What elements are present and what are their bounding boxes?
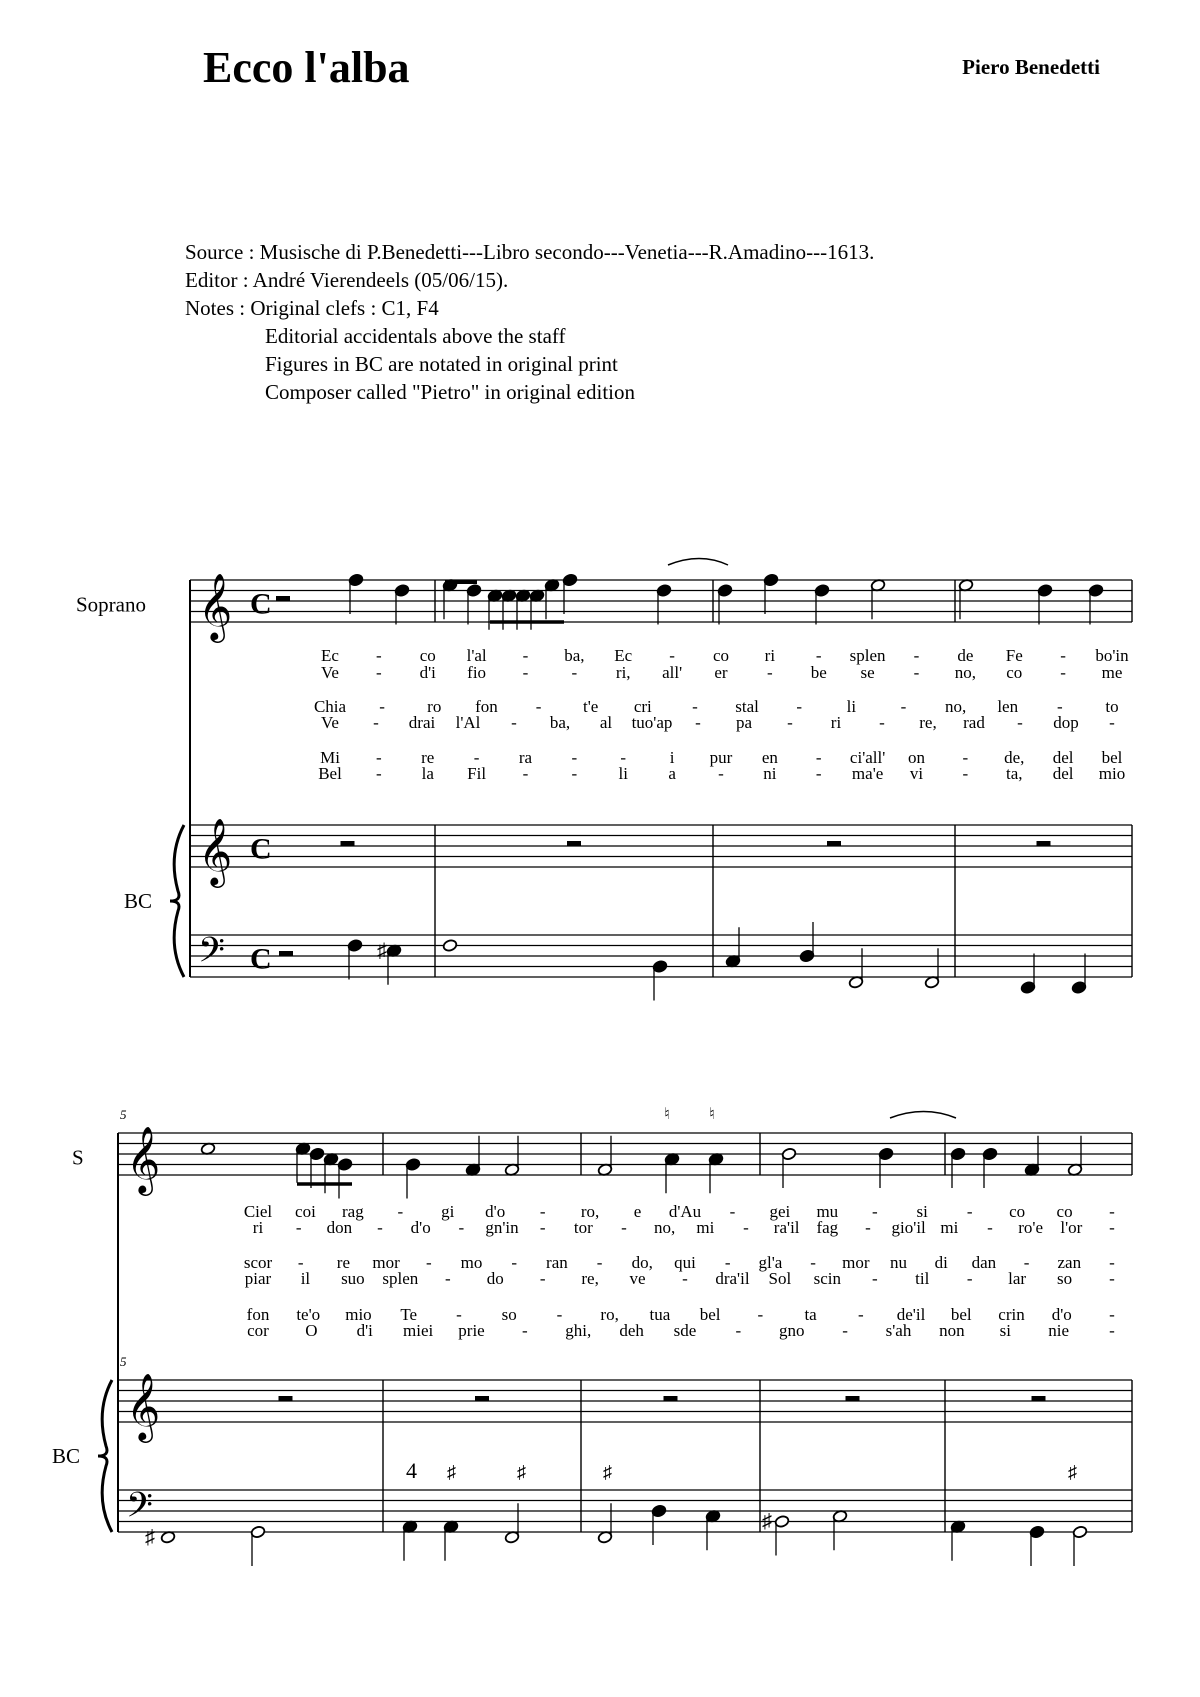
lyric-syllable: so — [501, 1305, 517, 1324]
lyric-syllable: - — [796, 697, 803, 716]
lyric-syllable: en — [761, 748, 778, 767]
lyric-syllable: don — [326, 1218, 353, 1237]
treble-clef-icon: 𝄞 — [126, 1127, 161, 1192]
lyric-syllable: dra'il — [715, 1269, 750, 1288]
lyric-syllable: - — [1060, 663, 1066, 682]
lyric-syllable: la — [421, 764, 434, 783]
lyric-syllable: fag — [816, 1218, 839, 1237]
lyric-syllable: tor — [573, 1218, 593, 1237]
bc-figure: ♯ — [603, 1462, 612, 1482]
lyric-syllable: re, — [919, 713, 937, 732]
lyric-syllable: so — [1056, 1269, 1073, 1288]
lyric-syllable: - — [871, 1269, 878, 1288]
lyric-syllable: - — [692, 697, 698, 716]
lyric-syllable: fio — [467, 663, 487, 682]
voice-label: S — [72, 1145, 84, 1170]
lyric-syllable: mio — [1098, 764, 1126, 783]
lyric-syllable: bel — [1101, 748, 1123, 767]
bc-label: BC — [124, 889, 153, 913]
lyric-syllable: Fe — [1005, 646, 1023, 665]
lyric-syllable: be — [810, 663, 827, 682]
bc-treble-whole-rest — [1037, 841, 1051, 846]
bc-figure: 4 — [406, 1458, 417, 1483]
lyric-syllable: miei — [403, 1321, 434, 1340]
lyric-syllable: dop — [1053, 713, 1079, 732]
lyric-syllable: - — [556, 1305, 563, 1324]
lyric-syllable: d'i — [419, 663, 436, 682]
bc-treble-whole-rest — [827, 841, 841, 846]
bc-brace — [170, 825, 184, 977]
lyric-syllable: de, — [1004, 748, 1025, 767]
lyric-syllable: - — [815, 748, 822, 767]
lyric-syllable: pur — [709, 748, 733, 767]
lyric-syllable: - — [879, 713, 885, 732]
lyric-syllable: mi — [696, 1218, 715, 1237]
lyric-syllable: ra'il — [773, 1218, 800, 1237]
lyric-syllable: si — [916, 1202, 928, 1221]
lyric-syllable: lar — [1008, 1269, 1027, 1288]
notes-line: Notes : Original clefs : C1, F4 — [185, 296, 439, 320]
lyric-syllable: Fil — [467, 764, 487, 783]
lyric-syllable: ro — [427, 697, 442, 716]
lyric-syllable: - — [913, 646, 920, 665]
lyric-syllable: pa — [735, 713, 753, 732]
lyric-syllable: scor — [243, 1253, 273, 1272]
lyric-syllable: ro, — [580, 1202, 600, 1221]
lyric-syllable: - — [1109, 713, 1115, 732]
lyric-syllable: re — [421, 748, 435, 767]
lyric-syllable: ri — [830, 713, 842, 732]
lyric-syllable: - — [966, 1269, 973, 1288]
sharp-icon: ♯ — [762, 1510, 772, 1533]
lyric-syllable: li — [618, 764, 628, 783]
lyric-syllable: no, — [954, 663, 976, 682]
lyric-syllable: - — [724, 1253, 731, 1272]
lyric-syllable: Te — [400, 1305, 418, 1324]
lyric-syllable: - — [444, 1269, 451, 1288]
lyric-syllable: ma'e — [851, 764, 884, 783]
lyric-syllable: - — [757, 1305, 764, 1324]
lyric-syllable: zan — [1057, 1253, 1082, 1272]
lyric-syllable: - — [962, 748, 969, 767]
lyric-syllable: gio'il — [891, 1218, 926, 1237]
lyric-syllable: - — [522, 764, 529, 783]
lyric-syllable: re, — [581, 1269, 599, 1288]
lyric-syllable: ro'e — [1018, 1218, 1044, 1237]
lyric-syllable: tua — [649, 1305, 671, 1324]
editorial-accidental: ♮ — [709, 1106, 715, 1123]
time-signature: C — [250, 832, 272, 866]
lyric-syllable: Ve — [321, 713, 339, 732]
lyric-syllable: ve — [629, 1269, 646, 1288]
lyric-syllable: - — [522, 663, 529, 682]
lyric-syllable: ta, — [1005, 764, 1023, 783]
lyric-syllable: til — [915, 1269, 930, 1288]
lyric-syllable: gei — [769, 1202, 791, 1221]
lyric-syllable: - — [379, 697, 385, 716]
bass-rest — [279, 951, 293, 956]
lyric-syllable: tuo'ap — [631, 713, 673, 732]
lyric-syllable: - — [539, 1202, 546, 1221]
lyric-syllable: to — [1105, 697, 1119, 716]
lyric-syllable: - — [695, 713, 701, 732]
bc-label: BC — [52, 1444, 81, 1468]
lyric-syllable: Chia — [313, 697, 347, 716]
lyric-syllable: cor — [247, 1321, 269, 1340]
lyric-syllable: - — [397, 1202, 404, 1221]
notes-extra-2: Figures in BC are notated in original print — [265, 352, 618, 376]
lyric-syllable: er — [714, 663, 728, 682]
lyric-syllable: - — [1109, 1253, 1115, 1272]
lyric-syllable: splen — [382, 1269, 419, 1288]
lyric-syllable: ra — [518, 748, 533, 767]
bc-treble-whole-rest — [279, 1396, 293, 1401]
lyric-syllable: co — [419, 646, 436, 665]
lyric-syllable: - — [1017, 713, 1023, 732]
lyric-syllable: - — [1109, 1202, 1115, 1221]
lyric-syllable: del — [1052, 764, 1074, 783]
lyric-syllable: Ve — [321, 663, 339, 682]
bc-figure: ♯ — [517, 1462, 526, 1482]
lyric-syllable: ri — [252, 1218, 264, 1237]
lyric-syllable: re — [336, 1253, 351, 1272]
lyric-syllable: de — [957, 646, 974, 665]
sharp-icon: ♯ — [145, 1526, 155, 1549]
lyric-syllable: ghi, — [565, 1321, 592, 1340]
lyric-syllable: - — [1057, 697, 1063, 716]
measure-number: 5 — [120, 1354, 127, 1369]
lyric-syllable: fon — [475, 697, 498, 716]
notes-extra-1: Editorial accidentals above the staff — [265, 324, 566, 348]
treble-clef-icon: 𝄞 — [198, 574, 233, 639]
lyric-syllable: - — [865, 1218, 871, 1237]
lyric-syllable: suo — [341, 1269, 365, 1288]
lyric-syllable: ba, — [564, 646, 585, 665]
lyric-syllable: - — [376, 748, 382, 767]
lyric-syllable: coi — [295, 1202, 316, 1221]
lyric-syllable: d'o — [485, 1202, 506, 1221]
treble-clef-icon: 𝄞 — [126, 1374, 161, 1439]
lyric-syllable: - — [718, 764, 724, 783]
lyric-syllable: sde — [673, 1321, 697, 1340]
lyric-syllable: - — [729, 1202, 736, 1221]
bc-treble-whole-rest — [1032, 1396, 1046, 1401]
time-signature: C — [250, 587, 272, 621]
bc-figure: ♯ — [1068, 1462, 1077, 1482]
lyric-syllable: - — [571, 748, 578, 767]
lyric-syllable: gl'a — [758, 1253, 783, 1272]
lyric-syllable: bel — [950, 1305, 972, 1324]
lyric-syllable: - — [987, 1218, 993, 1237]
lyric-syllable: te'o — [296, 1305, 321, 1324]
lyric-syllable: - — [596, 1253, 603, 1272]
lyric-syllable: scin — [813, 1269, 842, 1288]
lyric-syllable: mu — [816, 1202, 839, 1221]
lyric-syllable: vi — [909, 764, 924, 783]
lyric-syllable: - — [815, 646, 822, 665]
bc-treble-whole-rest — [341, 841, 355, 846]
lyric-syllable: mor — [372, 1253, 400, 1272]
lyric-syllable: stal — [735, 697, 759, 716]
lyric-syllable: - — [1023, 1253, 1030, 1272]
bc-treble-whole-rest — [567, 841, 581, 846]
composer-name: Piero Benedetti — [962, 55, 1100, 79]
lyric-syllable: l'or — [1060, 1218, 1083, 1237]
lyric-syllable: - — [962, 764, 969, 783]
voice-rest — [276, 596, 290, 601]
lyric-syllable: bel — [699, 1305, 721, 1324]
lyric-syllable: do, — [631, 1253, 653, 1272]
lyric-syllable: splen — [849, 646, 886, 665]
piece-title: Ecco l'alba — [203, 43, 410, 92]
lyric-syllable: d'Au — [668, 1202, 702, 1221]
lyric-syllable: - — [857, 1305, 864, 1324]
lyric-syllable: mor — [842, 1253, 870, 1272]
lyric-syllable: mi — [940, 1218, 959, 1237]
lyric-syllable: gi — [441, 1202, 455, 1221]
lyric-syllable: no, — [944, 697, 967, 716]
bc-treble-whole-rest — [846, 1396, 860, 1401]
lyric-syllable: dan — [971, 1253, 997, 1272]
lyric-syllable: - — [669, 646, 675, 665]
tie — [668, 559, 728, 566]
bc-treble-whole-rest — [475, 1396, 489, 1401]
sharp-icon: ♯ — [377, 939, 387, 962]
bc-figure: ♯ — [447, 1462, 456, 1482]
lyric-syllable: co — [1056, 1202, 1073, 1221]
lyric-syllable: me — [1101, 663, 1123, 682]
lyric-syllable: - — [373, 713, 379, 732]
lyric-syllable: t'e — [582, 697, 599, 716]
lyric-syllable: - — [1060, 646, 1066, 665]
lyric-syllable: - — [473, 748, 480, 767]
lyric-syllable: - — [787, 713, 793, 732]
lyric-syllable: ni — [763, 764, 777, 783]
lyric-syllable: d'o — [1051, 1305, 1072, 1324]
lyric-syllable: li — [846, 697, 857, 716]
time-signature: C — [250, 942, 272, 976]
lyric-syllable: nu — [890, 1253, 907, 1272]
lyric-syllable: deh — [619, 1321, 644, 1340]
lyric-syllable: - — [297, 1253, 304, 1272]
lyric-syllable: - — [456, 1305, 462, 1324]
lyric-syllable: se — [860, 663, 875, 682]
lyric-syllable: - — [913, 663, 920, 682]
measure-number: 5 — [120, 1107, 127, 1122]
lyric-syllable: no, — [654, 1218, 676, 1237]
lyric-syllable: - — [511, 713, 517, 732]
lyric-syllable: - — [682, 1269, 688, 1288]
lyric-syllable: Sol — [768, 1269, 792, 1288]
lyric-syllable: nie — [1048, 1321, 1070, 1340]
lyric-syllable: il — [300, 1269, 311, 1288]
bc-brace — [98, 1380, 112, 1532]
lyric-syllable: Ec — [614, 646, 633, 665]
lyric-syllable: - — [871, 1202, 878, 1221]
lyric-syllable: de'il — [896, 1305, 926, 1324]
lyric-syllable: - — [735, 1321, 742, 1340]
lyric-syllable: - — [767, 663, 773, 682]
lyric-syllable: fon — [246, 1305, 270, 1324]
lyric-syllable: mio — [345, 1305, 372, 1324]
lyric-syllable: ci'all' — [849, 748, 886, 767]
lyric-syllable: - — [1109, 1321, 1115, 1340]
lyric-syllable: ri, — [615, 663, 631, 682]
lyric-syllable: ro, — [600, 1305, 619, 1324]
lyric-syllable: drai — [408, 713, 436, 732]
lyric-syllable: - — [1109, 1218, 1115, 1237]
lyric-syllable: - — [425, 1253, 432, 1272]
lyric-syllable: - — [966, 1202, 973, 1221]
bass-note — [442, 939, 457, 952]
lyric-syllable: crin — [998, 1305, 1025, 1324]
source-line: Source : Musische di P.Benedetti---Libro secondo---Venetia---R.Amadino---1613. — [185, 240, 875, 264]
lyric-syllable: - — [522, 1321, 528, 1340]
lyric-syllable: d'i — [356, 1321, 373, 1340]
editorial-accidental: ♮ — [664, 1106, 670, 1123]
lyric-syllable: - — [1109, 1269, 1115, 1288]
bass-clef-icon: 𝄢 — [126, 1487, 154, 1534]
lyric-syllable: O — [305, 1321, 318, 1340]
lyric-syllable: on — [908, 748, 925, 767]
lyric-syllable: bo'in — [1095, 646, 1129, 665]
lyric-syllable: - — [376, 764, 382, 783]
lyric-syllable: non — [939, 1321, 965, 1340]
lyric-syllable: cri — [633, 697, 652, 716]
lyric-syllable: ri — [764, 646, 776, 665]
lyric-syllable: piar — [244, 1269, 272, 1288]
lyric-syllable: - — [810, 1253, 816, 1272]
lyric-syllable: - — [621, 1218, 627, 1237]
tie — [890, 1112, 956, 1119]
lyric-syllable: rad — [963, 713, 985, 732]
lyric-syllable: d'o — [410, 1218, 431, 1237]
lyric-syllable: l'al — [466, 646, 487, 665]
voice-label: Soprano — [76, 592, 146, 617]
lyric-syllable: co — [1009, 1202, 1026, 1221]
lyric-syllable: Mi — [320, 748, 340, 767]
lyric-syllable: gno — [779, 1321, 805, 1340]
lyric-syllable: e — [633, 1202, 642, 1221]
lyric-syllable: len — [997, 697, 1019, 716]
lyric-syllable: i — [669, 748, 675, 767]
lyric-syllable: - — [1109, 1305, 1115, 1324]
lyric-syllable: - — [535, 697, 542, 716]
lyric-syllable: l'Al — [455, 713, 481, 732]
treble-clef-icon: 𝄞 — [198, 819, 233, 884]
lyric-syllable: - — [571, 764, 578, 783]
lyric-syllable: s'ah — [885, 1321, 912, 1340]
lyric-syllable: a — [668, 764, 676, 783]
lyric-syllable: - — [539, 1269, 546, 1288]
lyric-syllable: - — [743, 1218, 749, 1237]
lyric-syllable: - — [376, 663, 382, 682]
lyric-syllable: - — [539, 1218, 546, 1237]
lyric-syllable: gn'in — [485, 1218, 519, 1237]
lyric-syllable: - — [620, 748, 627, 767]
notes-extra-3: Composer called "Pietro" in original edition — [265, 380, 635, 404]
lyric-syllable: all' — [662, 663, 683, 682]
lyric-syllable: - — [376, 646, 382, 665]
lyric-syllable: do — [486, 1269, 504, 1288]
lyric-syllable: mo — [460, 1253, 483, 1272]
lyric-syllable: Bel — [318, 764, 342, 783]
lyric-syllable: di — [934, 1253, 948, 1272]
lyric-syllable: Ec — [321, 646, 339, 665]
lyric-syllable: rag — [342, 1202, 364, 1221]
lyric-syllable: - — [295, 1218, 302, 1237]
lyric-syllable: - — [458, 1218, 465, 1237]
lyric-syllable: qui — [674, 1253, 696, 1272]
lyric-syllable: - — [842, 1321, 848, 1340]
lyric-syllable: - — [900, 697, 907, 716]
lyric-syllable: Ciel — [243, 1202, 273, 1221]
lyric-syllable: ba, — [549, 713, 571, 732]
lyric-syllable: - — [815, 764, 822, 783]
lyric-syllable: - — [511, 1253, 518, 1272]
lyric-syllable: - — [377, 1218, 383, 1237]
lyric-syllable: prie — [458, 1321, 485, 1340]
lyric-syllable: co — [1006, 663, 1023, 682]
bass-clef-icon: 𝄢 — [198, 932, 226, 979]
lyric-syllable: ta — [804, 1305, 817, 1324]
bc-treble-whole-rest — [664, 1396, 678, 1401]
lyric-syllable: - — [571, 663, 578, 682]
lyric-syllable: - — [522, 646, 529, 665]
lyric-syllable: del — [1052, 748, 1074, 767]
lyric-syllable: al — [599, 713, 613, 732]
lyric-syllable: ran — [546, 1253, 568, 1272]
lyric-syllable: co — [712, 646, 730, 665]
lyric-syllable: si — [999, 1321, 1011, 1340]
editor-line: Editor : André Vierendeels (05/06/15). — [185, 268, 509, 292]
